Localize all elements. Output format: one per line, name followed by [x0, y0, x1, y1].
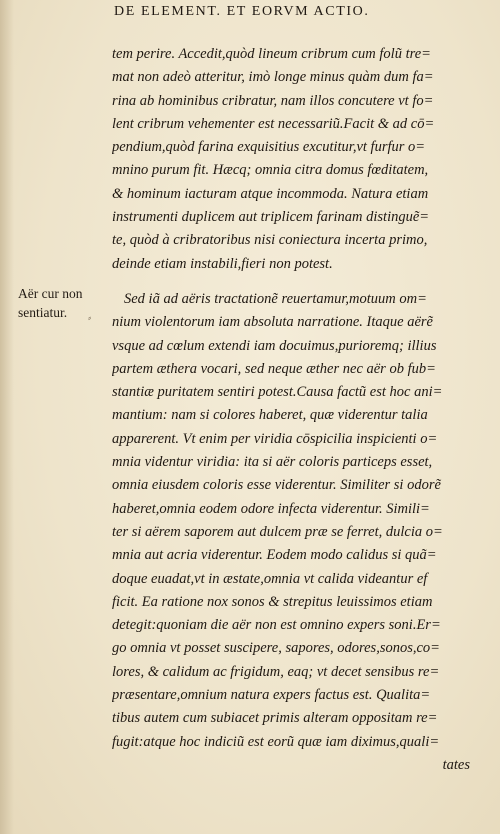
marginal-note-line: Aër cur non — [18, 286, 83, 301]
text-line: go omnia vt posset suscipere, sapores, odores,sonos,co= — [112, 640, 440, 657]
text-line: lent cribrum vehementer est necessariũ.Facit & ad cō= — [112, 115, 435, 132]
text-line: mat non adeò atteritur, imò longe minus quàm dum fa= — [112, 69, 434, 86]
text-line: stantiæ puritatem sentiri potest.Causa factũ est hoc ani= — [112, 384, 443, 401]
text-line: detegit:quoniam die aër non est omnino expers soni.Er= — [112, 617, 441, 634]
text-line: fugit:atque hoc indiciũ est eorũ quæ iam diximus,quali= — [112, 733, 440, 750]
main-text — [112, 43, 484, 777]
text-line: omnia eiusdem coloris esse viderentur. Similiter si odorẽ — [112, 477, 441, 494]
text-line: mnia videntur viridia: ita si aër coloris particeps esset, — [112, 454, 433, 471]
text-line: nium violentorum iam absoluta narratione. Itaque aërẽ — [112, 314, 433, 331]
marginal-note-line: sentiatur. — [18, 305, 68, 320]
text-line: deinde etiam instabili,fieri non potest. — [112, 255, 333, 272]
ink-mark: ⸗ — [88, 313, 92, 324]
text-line: pendium,quòd farina exquisitius excutitur,vt furfur o= — [112, 139, 426, 156]
text-line: mantium: nam si colores haberet, quæ viderentur talia — [112, 407, 428, 424]
text-line: ficit. Ea ratione nox sonos & strepitus leuissimos etiam — [112, 593, 433, 610]
text-line: mnia aut acria viderentur. Eodem modo calidus si quã= — [112, 547, 437, 564]
text-line: ter si aërem saporem aut dulcem præ se ferret, dulcia o= — [112, 523, 443, 540]
text-line: tem perire. Accedit,quòd lineum cribrum cum folũ tre= — [112, 46, 431, 62]
paragraph-gap — [112, 276, 484, 288]
text-line: rina ab hominibus cribratur, nam illos concutere vt fo= — [112, 92, 434, 109]
text-line: & hominum iacturam atque incommoda. Natura etiam — [112, 185, 429, 202]
text-line: partem æthera vocari, sed neque æther nec aër ob fub= — [112, 360, 436, 377]
paragraph-2 — [112, 288, 484, 777]
page-gutter-shadow — [0, 0, 14, 834]
text-line: Sed iã ad aëris tractationẽ reuertamur,motuum om= — [124, 290, 427, 307]
text-line: apparerent. Vt enim per viridia cōspicilia inspicienti o= — [112, 430, 438, 447]
text-line: præsentare,omnium natura expers factus est. Qualita= — [112, 687, 431, 704]
text-line: tibus autem cum subiacet primis alteram oppositam re= — [112, 710, 438, 727]
paragraph-1 — [112, 43, 484, 276]
text-line: mnino purum fit. Hæcq; omnia citra domus fœditatem, — [112, 162, 429, 179]
running-header: DE ELEMENT. ET EORVM ACTIO. — [114, 4, 370, 19]
text-line-catchword: tates — [442, 756, 470, 773]
text-line: lores, & calidum ac frigidum, eaq; vt decet sensibus re= — [112, 663, 440, 680]
text-line: haberet,omnia eodem odore infecta viderentur. Simili= — [112, 500, 430, 517]
text-line: vsque ad cœlum extendi iam docuimus,purioremq; illius — [112, 337, 437, 354]
text-line: doque euadat,vt in æstate,omnia vt calida videantur ef — [112, 570, 428, 587]
text-line: te, quòd à cribratoribus nisi coniectura incerta primo, — [112, 232, 428, 249]
text-line: instrumenti duplicem aut triplicem farinam distinguẽ= — [112, 209, 430, 226]
